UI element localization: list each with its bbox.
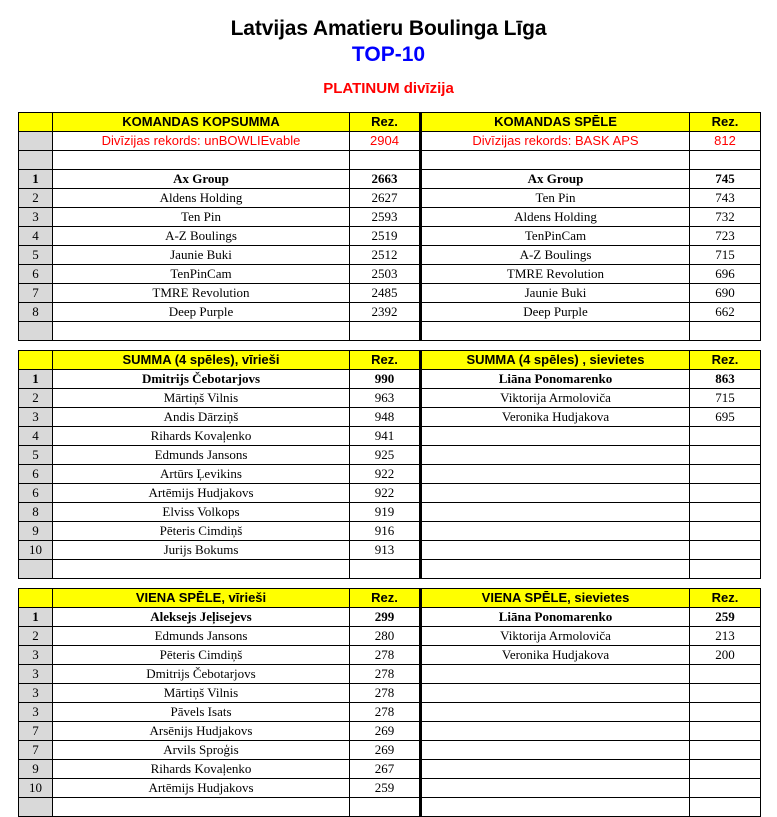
header-rank-cell bbox=[19, 113, 53, 132]
record-left-label: Divīzijas rekords: unBOWLIEvable bbox=[53, 132, 350, 151]
row-right-score bbox=[690, 703, 761, 722]
division-title: PLATINUM divīzija bbox=[323, 80, 454, 97]
row-left-name: Ax Group bbox=[53, 170, 350, 189]
row-rank: 8 bbox=[19, 303, 53, 322]
row-left-score: 922 bbox=[350, 484, 421, 503]
row-left-score: 2512 bbox=[350, 246, 421, 265]
table-row bbox=[19, 465, 761, 484]
row-right-name bbox=[421, 503, 690, 522]
row-right-name bbox=[421, 722, 690, 741]
row-right-name: Liāna Ponomarenko bbox=[421, 370, 690, 389]
row-right-score bbox=[690, 484, 761, 503]
row-left-score: 2627 bbox=[350, 189, 421, 208]
row-left-score: 259 bbox=[350, 779, 421, 798]
row-rank: 2 bbox=[19, 389, 53, 408]
row-right-name bbox=[421, 665, 690, 684]
header-right-score: Rez. bbox=[690, 113, 761, 132]
row-rank: 4 bbox=[19, 227, 53, 246]
row-rank: 7 bbox=[19, 722, 53, 741]
row-rank: 3 bbox=[19, 408, 53, 427]
row-left-name: Pāvels Isats bbox=[53, 703, 350, 722]
row-right-name bbox=[421, 484, 690, 503]
table-row bbox=[19, 665, 761, 684]
row-left-score: 2392 bbox=[350, 303, 421, 322]
row-right-name: Ax Group bbox=[421, 170, 690, 189]
row-rank: 2 bbox=[19, 189, 53, 208]
header-right-title: VIENA SPĒLE, sievietes bbox=[421, 589, 690, 608]
trailing-cell bbox=[690, 798, 761, 817]
row-rank: 1 bbox=[19, 608, 53, 627]
spacer-cell bbox=[350, 151, 421, 170]
row-left-name: Artēmijs Hudjakovs bbox=[53, 484, 350, 503]
table-row bbox=[19, 522, 761, 541]
record-rank-cell bbox=[19, 132, 53, 151]
row-left-name: TenPinCam bbox=[53, 265, 350, 284]
row-right-name: A-Z Boulings bbox=[421, 246, 690, 265]
row-rank: 5 bbox=[19, 446, 53, 465]
row-right-score: 662 bbox=[690, 303, 761, 322]
row-rank: 7 bbox=[19, 741, 53, 760]
row-right-score bbox=[690, 522, 761, 541]
row-right-score bbox=[690, 427, 761, 446]
header-row bbox=[19, 351, 761, 370]
row-right-score: 715 bbox=[690, 246, 761, 265]
row-left-name: Edmunds Jansons bbox=[53, 627, 350, 646]
row-left-score: 913 bbox=[350, 541, 421, 560]
row-right-name: TMRE Revolution bbox=[421, 265, 690, 284]
section-table-single-game bbox=[18, 588, 761, 817]
table-row bbox=[19, 627, 761, 646]
row-left-score: 941 bbox=[350, 427, 421, 446]
row-right-name: Jaunie Buki bbox=[421, 284, 690, 303]
row-left-name: Mārtiņš Vilnis bbox=[53, 684, 350, 703]
row-right-name: Viktorija Armoloviča bbox=[421, 389, 690, 408]
table-row bbox=[19, 684, 761, 703]
table-row bbox=[19, 503, 761, 522]
row-left-name: Pēteris Cimdiņš bbox=[53, 522, 350, 541]
row-rank: 3 bbox=[19, 703, 53, 722]
trailing-cell bbox=[53, 560, 350, 579]
row-right-name bbox=[421, 541, 690, 560]
table-row bbox=[19, 227, 761, 246]
row-right-name: Ten Pin bbox=[421, 189, 690, 208]
header-left-score: Rez. bbox=[350, 113, 421, 132]
section-table-teams bbox=[18, 112, 761, 341]
row-left-score: 922 bbox=[350, 465, 421, 484]
row-left-name: Jurijs Bokums bbox=[53, 541, 350, 560]
row-left-score: 299 bbox=[350, 608, 421, 627]
division-record-row bbox=[19, 132, 761, 151]
row-rank: 5 bbox=[19, 246, 53, 265]
header-row bbox=[19, 113, 761, 132]
spacer-rank-cell bbox=[19, 151, 53, 170]
row-left-name: Edmunds Jansons bbox=[53, 446, 350, 465]
trailing-cell bbox=[350, 798, 421, 817]
row-left-name: Artēmijs Hudjakovs bbox=[53, 779, 350, 798]
row-left-score: 280 bbox=[350, 627, 421, 646]
header-right-title: KOMANDAS SPĒLE bbox=[421, 113, 690, 132]
row-right-score bbox=[690, 722, 761, 741]
table-row bbox=[19, 208, 761, 227]
row-left-score: 2593 bbox=[350, 208, 421, 227]
trailing-rank-cell bbox=[19, 798, 53, 817]
header-left-score: Rez. bbox=[350, 589, 421, 608]
row-left-name: Rihards Kovaļenko bbox=[53, 427, 350, 446]
row-rank: 8 bbox=[19, 503, 53, 522]
row-right-name bbox=[421, 522, 690, 541]
row-left-name: Elviss Volkops bbox=[53, 503, 350, 522]
row-rank: 3 bbox=[19, 665, 53, 684]
row-left-score: 919 bbox=[350, 503, 421, 522]
trailing-rank-cell bbox=[19, 322, 53, 341]
row-left-name: Rihards Kovaļenko bbox=[53, 760, 350, 779]
trailing-cell bbox=[350, 322, 421, 341]
row-right-score: 259 bbox=[690, 608, 761, 627]
row-left-score: 963 bbox=[350, 389, 421, 408]
page-title: Latvijas Amatieru Boulinga Līga bbox=[230, 17, 547, 40]
row-rank: 3 bbox=[19, 208, 53, 227]
row-right-name bbox=[421, 427, 690, 446]
row-left-score: 2519 bbox=[350, 227, 421, 246]
row-left-name: Jaunie Buki bbox=[53, 246, 350, 265]
table-row bbox=[19, 741, 761, 760]
page-subtitle: TOP-10 bbox=[351, 43, 426, 66]
row-left-name: Pēteris Cimdiņš bbox=[53, 646, 350, 665]
header-left-title: VIENA SPĒLE, vīrieši bbox=[53, 589, 350, 608]
row-right-score bbox=[690, 779, 761, 798]
table-row bbox=[19, 608, 761, 627]
spacer-row bbox=[19, 151, 761, 170]
row-left-name: Arvils Sproģis bbox=[53, 741, 350, 760]
trailing-cell bbox=[350, 560, 421, 579]
trailing-cell bbox=[53, 322, 350, 341]
row-left-score: 269 bbox=[350, 722, 421, 741]
row-rank: 7 bbox=[19, 284, 53, 303]
row-left-name: Dmitrijs Čebotarjovs bbox=[53, 665, 350, 684]
row-right-name: TenPinCam bbox=[421, 227, 690, 246]
row-right-name: Aldens Holding bbox=[421, 208, 690, 227]
row-rank: 6 bbox=[19, 484, 53, 503]
trailing-cell bbox=[690, 560, 761, 579]
row-rank: 9 bbox=[19, 760, 53, 779]
trailing-cell bbox=[690, 322, 761, 341]
row-left-score: 267 bbox=[350, 760, 421, 779]
standings-tables bbox=[0, 112, 777, 817]
row-rank: 2 bbox=[19, 627, 53, 646]
header-rank-cell bbox=[19, 589, 53, 608]
record-right-value: 812 bbox=[690, 132, 761, 151]
header-right-title: SUMMA (4 spēles) , sievietes bbox=[421, 351, 690, 370]
spacer-cell bbox=[421, 151, 690, 170]
row-left-score: 948 bbox=[350, 408, 421, 427]
row-right-name bbox=[421, 684, 690, 703]
row-left-score: 269 bbox=[350, 741, 421, 760]
trailing-empty-row bbox=[19, 322, 761, 341]
row-right-score: 696 bbox=[690, 265, 761, 284]
row-left-score: 2663 bbox=[350, 170, 421, 189]
row-rank: 1 bbox=[19, 170, 53, 189]
row-right-score: 732 bbox=[690, 208, 761, 227]
trailing-cell bbox=[421, 560, 690, 579]
row-left-name: Deep Purple bbox=[53, 303, 350, 322]
row-right-score bbox=[690, 684, 761, 703]
row-left-score: 925 bbox=[350, 446, 421, 465]
section-table-four-games bbox=[18, 350, 761, 579]
table-row bbox=[19, 446, 761, 465]
row-right-name: Deep Purple bbox=[421, 303, 690, 322]
trailing-rank-cell bbox=[19, 560, 53, 579]
trailing-empty-row bbox=[19, 560, 761, 579]
row-left-name: Artūrs Ļevikins bbox=[53, 465, 350, 484]
row-rank: 10 bbox=[19, 779, 53, 798]
row-right-name bbox=[421, 703, 690, 722]
row-left-name: Mārtiņš Vilnis bbox=[53, 389, 350, 408]
row-right-name: Viktorija Armoloviča bbox=[421, 627, 690, 646]
table-row bbox=[19, 389, 761, 408]
row-left-score: 278 bbox=[350, 646, 421, 665]
table-row bbox=[19, 760, 761, 779]
trailing-cell bbox=[53, 798, 350, 817]
trailing-cell bbox=[421, 798, 690, 817]
row-left-score: 278 bbox=[350, 703, 421, 722]
row-right-name: Veronika Hudjakova bbox=[421, 408, 690, 427]
record-right-label: Divīzijas rekords: BASK APS bbox=[421, 132, 690, 151]
table-row bbox=[19, 303, 761, 322]
row-right-score: 695 bbox=[690, 408, 761, 427]
row-rank: 6 bbox=[19, 265, 53, 284]
row-left-score: 278 bbox=[350, 665, 421, 684]
row-rank: 3 bbox=[19, 684, 53, 703]
row-left-name: Aleksejs Jeļisejevs bbox=[53, 608, 350, 627]
record-left-value: 2904 bbox=[350, 132, 421, 151]
row-right-score: 745 bbox=[690, 170, 761, 189]
table-row bbox=[19, 646, 761, 665]
table-row bbox=[19, 722, 761, 741]
row-left-name: Aldens Holding bbox=[53, 189, 350, 208]
row-right-name bbox=[421, 446, 690, 465]
table-row bbox=[19, 408, 761, 427]
trailing-cell bbox=[421, 322, 690, 341]
row-left-name: Arsēnijs Hudjakovs bbox=[53, 722, 350, 741]
header-left-score: Rez. bbox=[350, 351, 421, 370]
row-right-score: 213 bbox=[690, 627, 761, 646]
table-row bbox=[19, 779, 761, 798]
row-right-score: 690 bbox=[690, 284, 761, 303]
row-right-name: Veronika Hudjakova bbox=[421, 646, 690, 665]
row-right-score bbox=[690, 446, 761, 465]
table-row bbox=[19, 703, 761, 722]
table-row bbox=[19, 541, 761, 560]
page-titles bbox=[0, 0, 777, 100]
row-left-name: Andis Dārziņš bbox=[53, 408, 350, 427]
row-left-score: 990 bbox=[350, 370, 421, 389]
row-rank: 6 bbox=[19, 465, 53, 484]
row-right-score bbox=[690, 760, 761, 779]
row-left-score: 2485 bbox=[350, 284, 421, 303]
row-left-name: A-Z Boulings bbox=[53, 227, 350, 246]
row-right-score bbox=[690, 465, 761, 484]
row-left-name: Dmitrijs Čebotarjovs bbox=[53, 370, 350, 389]
trailing-empty-row bbox=[19, 798, 761, 817]
spacer-cell bbox=[53, 151, 350, 170]
row-right-score: 715 bbox=[690, 389, 761, 408]
row-right-score bbox=[690, 541, 761, 560]
table-row bbox=[19, 484, 761, 503]
header-right-score: Rez. bbox=[690, 351, 761, 370]
row-right-score bbox=[690, 503, 761, 522]
row-rank: 3 bbox=[19, 646, 53, 665]
row-left-score: 2503 bbox=[350, 265, 421, 284]
table-row bbox=[19, 170, 761, 189]
header-right-score: Rez. bbox=[690, 589, 761, 608]
row-right-score bbox=[690, 665, 761, 684]
row-rank: 4 bbox=[19, 427, 53, 446]
row-rank: 10 bbox=[19, 541, 53, 560]
spacer-cell bbox=[690, 151, 761, 170]
row-right-score: 863 bbox=[690, 370, 761, 389]
table-row bbox=[19, 370, 761, 389]
row-right-score: 200 bbox=[690, 646, 761, 665]
row-right-name bbox=[421, 741, 690, 760]
row-right-name bbox=[421, 779, 690, 798]
table-row bbox=[19, 284, 761, 303]
row-rank: 9 bbox=[19, 522, 53, 541]
table-row bbox=[19, 189, 761, 208]
row-left-name: TMRE Revolution bbox=[53, 284, 350, 303]
header-rank-cell bbox=[19, 351, 53, 370]
row-rank: 1 bbox=[19, 370, 53, 389]
row-right-score: 743 bbox=[690, 189, 761, 208]
row-right-name bbox=[421, 760, 690, 779]
header-left-title: SUMMA (4 spēles), vīrieši bbox=[53, 351, 350, 370]
table-row bbox=[19, 246, 761, 265]
header-row bbox=[19, 589, 761, 608]
row-right-name: Liāna Ponomarenko bbox=[421, 608, 690, 627]
row-right-name bbox=[421, 465, 690, 484]
row-right-score: 723 bbox=[690, 227, 761, 246]
table-row bbox=[19, 427, 761, 446]
table-row bbox=[19, 265, 761, 284]
row-left-score: 278 bbox=[350, 684, 421, 703]
row-right-score bbox=[690, 741, 761, 760]
row-left-score: 916 bbox=[350, 522, 421, 541]
header-left-title: KOMANDAS KOPSUMMA bbox=[53, 113, 350, 132]
row-left-name: Ten Pin bbox=[53, 208, 350, 227]
